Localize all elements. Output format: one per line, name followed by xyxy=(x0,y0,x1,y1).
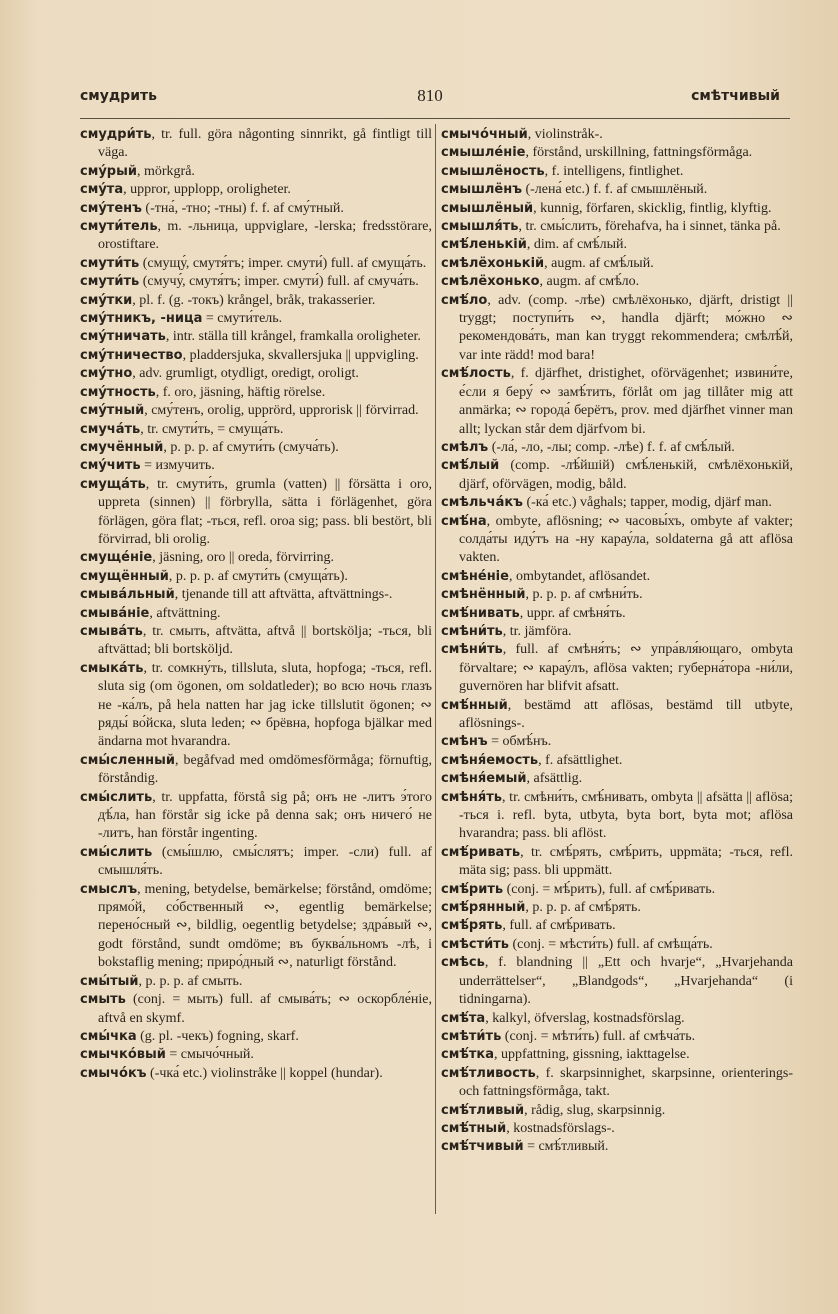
headword: смѣнённый xyxy=(441,587,526,603)
headword: смѣня́емый xyxy=(441,771,527,787)
definition: , tr. смы́слить, förehafva, ha i sinnet, tänka på. xyxy=(518,219,781,235)
definition: = обмѣ́нъ. xyxy=(487,734,552,750)
dictionary-entry xyxy=(441,641,793,696)
right-column xyxy=(441,126,793,1157)
definition: , tr. jämföra. xyxy=(502,623,572,639)
definition: , tr. uppfatta, förstå sig på; онъ не -литъ э́того дѣ́ла, han förstår sig icke på denna sak; онъ ничего́ не -литъ, han förstår ingenting. xyxy=(98,789,432,842)
dictionary-entry xyxy=(80,181,432,199)
dictionary-entry xyxy=(441,457,793,494)
headword: смѣлёхонькій xyxy=(441,255,545,271)
definition: , p. p. p. af смѣ́рять. xyxy=(525,900,641,916)
headword: сму́тность xyxy=(80,384,156,400)
definition: (conj. = мѣти́ть) full. af смѣча́ть. xyxy=(501,1028,696,1044)
headword: смѣ́рить xyxy=(441,881,504,897)
definition: , f. oro, jäsning, häftig rörelse. xyxy=(155,384,326,400)
headword: смѣльча́къ xyxy=(441,495,523,511)
dictionary-entry xyxy=(80,881,432,973)
column-divider xyxy=(435,124,436,1214)
dictionary-entry xyxy=(80,660,432,752)
definition: , pl. f. (g. -токъ) krångel, bråk, trakasserier. xyxy=(132,292,376,308)
definition: , f. djärfhet, dristighet, oförvägenhet; извини́те, е́сли я беру́ ∾ замѣ́тить, förlåt om jag tillåter mig att anmärka; ∾ города́ берётъ, prov. med djärfhet vinner man allt; lyckan står dem djärfvom bi. xyxy=(459,366,793,437)
dictionary-entry xyxy=(80,439,432,457)
definition: , mening, betydelse, bemärkelse; förstånd, omdöme; прямо́й, со́бственный ∾, egentlig bemärkelse; перено́сный ∾, bildlig, oegentlig betydelse; здра́вый ∾, godt förstånd, sundt omdöme; въ буква́льномъ -лѣ, i bokstaflig mening; приро́дный ∾, naturligt förstånd. xyxy=(98,881,432,971)
dictionary-entry xyxy=(441,1010,793,1028)
dictionary-entry xyxy=(441,752,793,770)
definition: (смы́шлю, смы́слятъ; imper. -сли) full. af смышля́ть. xyxy=(98,844,432,879)
dictionary-entry xyxy=(80,457,432,475)
headword: смы́сленный xyxy=(80,752,175,768)
dictionary-entry xyxy=(80,476,432,550)
definition: , aftvättning. xyxy=(149,605,221,621)
dictionary-entry xyxy=(441,954,793,1009)
dictionary-entry xyxy=(441,292,793,366)
definition: (conj. = мѣ́рить), full. af смѣ́ривать. xyxy=(503,881,716,897)
dictionary-entry xyxy=(441,236,793,254)
dictionary-entry xyxy=(441,365,793,439)
dictionary-entry xyxy=(80,568,432,586)
definition: , f. blandning || „Ett och hvarje“, „Hvarjehanda underrättelser“, „Blandgods“, „Hvarjehanda“ (i tidningarna). xyxy=(459,955,793,1008)
definition: , tr. смыть, aftvätta, aftvå || bortskölja; -ться, bli aftvättad; bli bortsköljd. xyxy=(98,623,432,658)
dictionary-entry xyxy=(441,586,793,604)
definition: , bestämd att aflösas, bestämd till utbyte, aflösnings-. xyxy=(459,697,793,731)
dictionary-entry xyxy=(441,770,793,788)
dictionary-entry xyxy=(80,421,432,439)
definition: , ombyte, aflösning; ∾ часовы́хъ, ombyte af vakter; солда́ты иду́тъ на -ну карау́ла, soldaterna gå att aflösa vakten. xyxy=(459,513,793,566)
definition: , f. intelligens, fintlighet. xyxy=(544,163,684,179)
dictionary-entry xyxy=(80,200,432,218)
left-column xyxy=(80,126,432,1083)
dictionary-entry xyxy=(80,402,432,420)
definition: , kunnig, förfaren, skicklig, fintlig, klyftig. xyxy=(533,200,772,216)
dictionary-entry xyxy=(80,549,432,567)
headword: смѣ́та xyxy=(441,1010,486,1026)
page-number: 810 xyxy=(417,86,443,105)
dictionary-entry xyxy=(80,273,432,291)
definition: , p. p. p. af смѣни́ть. xyxy=(525,587,643,603)
headword: смѣ́тчивый xyxy=(441,1139,524,1155)
definition: , afsättlig. xyxy=(526,771,583,787)
definition: (comp. -лѣ́йшій) смѣ́ленькій, смѣлёхонькій, djärf, oförvägen, modig, båld. xyxy=(459,458,793,492)
definition: , intr. ställa till krångel, framkalla oroligheter. xyxy=(165,329,421,345)
dictionary-entry xyxy=(80,991,432,1028)
dictionary-entry xyxy=(441,494,793,512)
definition: , full. af смѣ́ривать. xyxy=(502,918,616,934)
dictionary-entry xyxy=(80,586,432,604)
definition: , rådig, slug, skarpsinnig. xyxy=(524,1102,666,1118)
dictionary-entry xyxy=(441,789,793,844)
headword: смѣня́ть xyxy=(441,789,502,805)
dictionary-entry xyxy=(441,936,793,954)
definition: , p. p. p. af смыть. xyxy=(138,973,243,989)
definition: (-чка́ etc.) violinstråke || koppel (hundar). xyxy=(146,1065,383,1081)
headword: смѣ́нивать xyxy=(441,605,520,621)
dictionary-entry xyxy=(441,1046,793,1064)
header-left-guide-word: смудрить xyxy=(80,88,157,104)
headword: смы́слить xyxy=(80,789,153,805)
dictionary-entry xyxy=(441,181,793,199)
headword: смышлёность xyxy=(441,163,545,179)
dictionary-entry xyxy=(80,292,432,310)
dictionary-entry xyxy=(80,1065,432,1083)
headword: смычо́къ xyxy=(80,1065,147,1081)
definition: , violinstråk-. xyxy=(527,127,603,142)
dictionary-entry xyxy=(441,1138,793,1156)
headword: смышлёный xyxy=(441,200,534,216)
headword: смы́тый xyxy=(80,973,139,989)
definition: (-тна́, -тно; -тны) f. f. af сму́тный. xyxy=(141,200,344,216)
dictionary-entry xyxy=(441,697,793,734)
definition: , dim. af смѣ́лый. xyxy=(526,237,628,253)
headword: смѣ́тливый xyxy=(441,1102,525,1118)
definition: , f. skarpsinnighet, skarpsinne, orienterings- och fattningsförmåga, takt. xyxy=(459,1065,793,1100)
definition: = смути́тель. xyxy=(202,311,283,327)
headword: смущённый xyxy=(80,568,169,584)
dictionary-entry xyxy=(441,917,793,935)
headword: смыва́ніе xyxy=(80,605,150,621)
dictionary-entry xyxy=(441,1102,793,1120)
headword: смѣ́рять xyxy=(441,918,503,934)
headword: смуча́ть xyxy=(80,421,141,437)
dictionary-entry xyxy=(80,310,432,328)
definition: , begåfvad med omdömesförmåga; förnuftig, förståndig. xyxy=(98,752,432,787)
definition: , adv. (comp. -лѣе) смѣлёхонько, djärft, dristigt || tryggt; поступи́ть ∾, handla djärft; мо́жно ∾ рекомендова́ть, man kan tryggt rekommendera; смѣлѣ́й, var inte rädd! mod bara! xyxy=(459,292,793,363)
headword: смѣлъ xyxy=(441,439,489,455)
definition: , uppr. af смѣня́ть. xyxy=(519,605,626,621)
dictionary-entry xyxy=(441,513,793,568)
dictionary-entry xyxy=(80,218,432,255)
dictionary-entry xyxy=(441,144,793,162)
headword: смычо́чный xyxy=(441,127,528,142)
headword: смѣ́ло xyxy=(441,292,488,308)
dictionary-entry xyxy=(441,733,793,751)
headword: смѣ́тный xyxy=(441,1120,507,1136)
dictionary-entry xyxy=(441,899,793,917)
dictionary-entry xyxy=(80,623,432,660)
headword: сму́тки xyxy=(80,292,133,308)
dictionary-entry xyxy=(441,273,793,291)
dictionary-entry xyxy=(80,365,432,383)
definition: , tr. смути́ть, = смуща́ть. xyxy=(140,421,284,437)
headword: смуще́ніе xyxy=(80,550,153,566)
definition: = измучить. xyxy=(140,458,215,474)
dictionary-entry xyxy=(80,973,432,991)
headword: смѣни́ть xyxy=(441,623,503,639)
dictionary-entry xyxy=(441,163,793,181)
headword: смыва́льный xyxy=(80,587,175,603)
headword: смѣсь xyxy=(441,955,485,971)
definition: , uppfattning, gissning, iakttagelse. xyxy=(494,1047,690,1063)
headword: смѣне́ніе xyxy=(441,568,509,584)
definition: , augm. af смѣ́ло. xyxy=(539,274,640,290)
definition: (смущу́, смутя́тъ; imper. смути́) full. af смуща́ть. xyxy=(139,255,427,271)
dictionary-entry xyxy=(441,255,793,273)
headword: смѣ́ленькій xyxy=(441,237,527,253)
definition: , kostnadsförslags-. xyxy=(506,1120,615,1136)
definition: , сму́тенъ, orolig, upprörd, upprorisk || förvirrad. xyxy=(144,403,419,419)
headword: смышлёнъ xyxy=(441,182,522,198)
headword: смыть xyxy=(80,992,126,1008)
definition: , tr. full. göra någonting sinnrikt, gå fintligt till väga. xyxy=(98,127,432,161)
headword: смути́тель xyxy=(80,219,158,235)
headword: смѣ́на xyxy=(441,513,487,529)
headword: сму́рый xyxy=(80,163,137,179)
definition: (-лена́ etc.) f. f. af смышлёный. xyxy=(521,182,708,198)
dictionary-entry xyxy=(441,623,793,641)
headword: сму́тничать xyxy=(80,329,166,345)
headword: смучённый xyxy=(80,439,164,455)
dictionary-entry xyxy=(80,1028,432,1046)
header-rule xyxy=(80,118,790,119)
definition: , tr. смѣни́ть, смѣ́нивать, ombyta || afsätta || aflösa; -ться i. refl. byta, utbyta, byta bort, byta mot; aflösa hvarandra; pass. bli aflöst. xyxy=(459,789,793,842)
headword: смы́слить xyxy=(80,844,153,860)
definition: , pladdersjuka, skvallersjuka || uppvigling. xyxy=(182,347,419,363)
headword: смути́ть xyxy=(80,255,140,271)
definition: (g. pl. -чекъ) fogning, skarf. xyxy=(136,1028,299,1044)
headword: смѣти́ть xyxy=(441,1028,502,1044)
dictionary-entry xyxy=(441,881,793,899)
dictionary-entry xyxy=(80,255,432,273)
definition: , tr. смѣ́рять, смѣ́рить, uppmäta; -ться, refl. mäta sig; pass. bli uppmätt. xyxy=(459,844,793,879)
dictionary-entry xyxy=(80,844,432,881)
headword: смѣ́лый xyxy=(441,458,500,474)
definition: , augm. af смѣ́лый. xyxy=(544,255,654,271)
headword: смѣ́ривать xyxy=(441,844,521,860)
headword: сму́тенъ xyxy=(80,200,142,216)
definition: , adv. grumligt, otydligt, oredigt, oroligt. xyxy=(132,366,359,382)
headword: смѣ́лость xyxy=(441,366,511,382)
headword: смѣ́тка xyxy=(441,1047,495,1063)
headword: смычко́вый xyxy=(80,1047,166,1063)
headword: смудри́ть xyxy=(80,127,152,142)
headword: сму́чить xyxy=(80,458,141,474)
definition: , tr. сомкну́ть, tillsluta, sluta, hopfoga; -ться, refl. sluta sig (om ögonen, om soldatleder); во всю ночь глазъ не -ка́лъ, på hela natten har jag icke tillslutit ögonen; ∾ ряды́ во́йска, sluta leden; ∾ брёвна, hopfoga bjälkar med ändarna mot hvarandra. xyxy=(98,660,432,750)
headword: смути́ть xyxy=(80,274,140,290)
dictionary-entry xyxy=(80,347,432,365)
headword: смы́чка xyxy=(80,1028,137,1044)
definition: , tjenande till att aftvätta, aftvättnings-. xyxy=(174,587,393,603)
dictionary-entry xyxy=(80,605,432,623)
dictionary-entry xyxy=(80,126,432,163)
dictionary-entry xyxy=(80,384,432,402)
dictionary-entry xyxy=(441,126,793,144)
dictionary-entry xyxy=(80,328,432,346)
definition: (-ка́ etc.) våghals; tapper, modig, djärf man. xyxy=(522,495,772,511)
dictionary-entry xyxy=(441,844,793,881)
headword: сму́тникъ, -ница xyxy=(80,311,203,327)
headword: смѣ́рянный xyxy=(441,900,526,916)
dictionary-entry xyxy=(441,1028,793,1046)
dictionary-entry xyxy=(80,1046,432,1064)
definition: , mörkgrå. xyxy=(136,163,195,179)
headword: смѣ́тливость xyxy=(441,1065,536,1081)
definition: , förstånd, urskillning, fattningsförmåga. xyxy=(525,145,753,161)
headword: смѣнъ xyxy=(441,734,488,750)
dictionary-entry xyxy=(80,752,432,789)
definition: , jäsning, oro || oreda, förvirring. xyxy=(152,550,334,566)
headword: сму́та xyxy=(80,182,124,198)
headword: смыка́ть xyxy=(80,660,144,676)
dictionary-entry xyxy=(441,1065,793,1102)
definition: = смѣ́тливый. xyxy=(523,1139,609,1155)
dictionary-entry xyxy=(441,200,793,218)
headword: сму́тный xyxy=(80,403,145,419)
definition: , p. p. p. af смути́ть (смуча́ть). xyxy=(163,439,339,455)
definition: , kalkyl, öfverslag, kostnadsförslag. xyxy=(485,1010,685,1026)
definition: (conj. = мыть) full. af смыва́ть; ∾ оскорбле́ніе, aftvå en skymf. xyxy=(98,992,432,1026)
definition: , tr. смути́ть, grumla (vatten) || försätta i oro, uppreta (sinnen) || förbrylla, sätta i förlägenhet, göra förlägen, göra flat; -ться, refl. oroa sig; pass. bli bestört, bli förvirrad, bli orolig. xyxy=(98,476,432,547)
definition: , f. afsättlighet. xyxy=(538,752,623,768)
headword: смыва́ть xyxy=(80,623,143,639)
headword: смѣни́ть xyxy=(441,642,503,658)
definition: (смучу́, смутя́тъ; imper. смути́) full. af смуча́ть. xyxy=(139,274,419,290)
dictionary-entry xyxy=(441,439,793,457)
definition: (-ла́, -ло, -лы; comp. -лѣе) f. f. af смѣ́лый. xyxy=(488,439,735,455)
page-header xyxy=(80,88,780,112)
dictionary-entry xyxy=(441,568,793,586)
definition: (conj. = мѣсти́ть) full. af смѣща́ть. xyxy=(509,936,713,952)
dictionary-entry xyxy=(441,218,793,236)
headword: смѣня́емость xyxy=(441,752,539,768)
headword: смуща́ть xyxy=(80,476,146,492)
dictionary-entry xyxy=(80,163,432,181)
headword: сму́тничество xyxy=(80,347,183,363)
dictionary-entry xyxy=(80,789,432,844)
dictionary-entry xyxy=(441,1120,793,1138)
definition: , p. p. p. af смути́ть (смуща́ть). xyxy=(168,568,348,584)
headword: смышля́ть xyxy=(441,219,519,235)
definition: , ombytandet, aflösandet. xyxy=(508,568,651,584)
definition: = смычо́чный. xyxy=(165,1047,254,1063)
headword: смѣсти́ть xyxy=(441,936,510,952)
definition: , uppror, upplopp, oroligheter. xyxy=(123,182,291,198)
headword: смѣ́нный xyxy=(441,697,508,713)
definition: , full. af смѣня́ть; ∾ упра́вля́ющаго, ombyta förvaltare; ∾ карау́лъ, aflösa vakten; губерна́тора -ни́ли, guvernören har blifvit afsatt. xyxy=(459,642,793,695)
dictionary-entry xyxy=(441,605,793,623)
headword: смѣлёхонько xyxy=(441,274,540,290)
headword: сму́тно xyxy=(80,366,133,382)
headword: смышле́ніе xyxy=(441,145,526,161)
header-right-guide-word: смѣтчивый xyxy=(691,88,780,104)
headword: смыслъ xyxy=(80,881,138,897)
definition: , m. -льница, uppviglare, -lerska; fredsstörare, orostiftare. xyxy=(98,219,432,253)
